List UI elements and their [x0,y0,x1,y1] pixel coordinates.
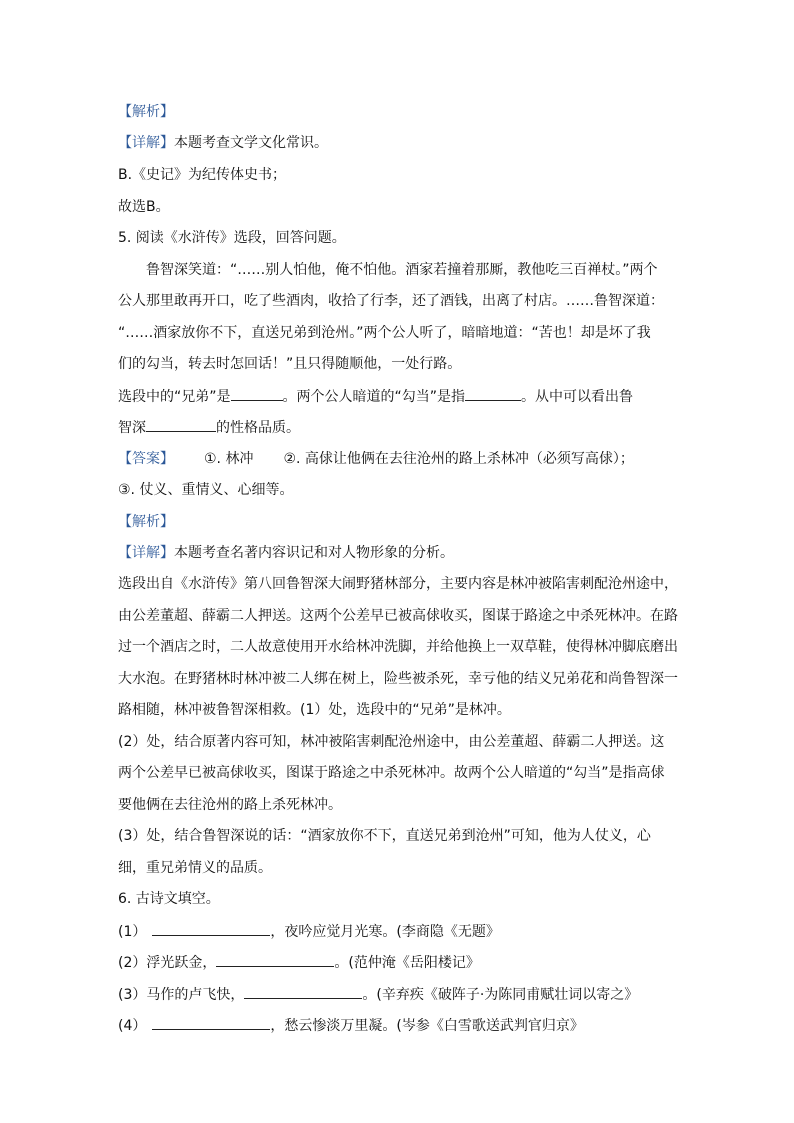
fill-blank-3[interactable] [244,984,362,999]
item-text-a: (3）马作的卢飞快， [118,987,245,1003]
explanation-line-9: (3）处，结合鲁智深说的话：“酒家放你不下，直送兄弟到沧州”可知，他为人仗义，心 [118,828,651,844]
item-text: ，夜吟应觉月光寒。(李商隐《无题》 [270,924,500,940]
option-b-text: B.《史记》为纪传体史书； [118,167,287,183]
choice-conclusion: 故选B。 [118,199,170,215]
detail-text: 本题考查文学文化常识。 [174,135,328,151]
item-text-b: 。(范仲淹《岳阳楼记》 [334,955,480,971]
prompt-part-a: 选段中的“兄弟”是 [118,389,231,405]
detail-line [118,133,328,153]
answer-blank-2[interactable] [465,386,521,401]
passage-line-1: 鲁智深笑道：“……别人怕他，俺不怕他。酒家若撞着那厮，教他吃三百禅杖。”两个 [146,262,658,278]
fill-blank-2[interactable] [216,952,334,967]
item-number: (4） [118,1018,147,1034]
explanation-line-10: 细，重兄弟情义的品质。 [118,860,272,876]
explanation-line-5: 路相随，林冲被鲁智深相救。(1）处，选段中的“兄弟”是林冲。 [118,702,511,718]
explanation-line-6: (2）处，结合原著内容可知，林冲被陷害刺配沧州途中，由公差董超、薛霸二人押送。这 [118,734,665,750]
analysis-heading: 【解析】 [118,514,174,530]
prompt-part-b: 。两个公人暗道的“勾当”是指 [282,389,466,405]
detail-label: 【详解】 [118,135,174,151]
item-number: (1） [118,924,147,940]
passage-line-4: 们的勾当，转去时怎回话！”且只得随顺他，一处行路。 [118,356,462,372]
explanation-line-1: 选段出自《水浒传》第八回鲁智深大闹野猪林部分，主要内容是林冲被陷害刺配沧州途中， [118,576,678,592]
item-text-a: (2）浮光跃金， [118,955,217,971]
detail-line [118,543,454,563]
detail-text: 本题考查名著内容识记和对人物形象的分析。 [174,545,454,561]
fill-blank-1[interactable] [152,921,270,936]
question-5-title: 5. 阅读《水浒传》选段，回答问题。 [118,230,346,246]
poem-item-4 [118,1015,584,1036]
item-text: ，愁云惨淡万里凝。(岑参《白雪歌送武判官归京》 [270,1018,584,1034]
answer-blank-1[interactable] [231,386,283,401]
answer-1: ①. 林冲 [204,451,254,467]
prompt-part-e: 的性格品质。 [216,420,300,436]
answer-blank-3[interactable] [146,417,216,432]
prompt-part-c: 。从中可以看出鲁 [521,389,634,405]
poem-item-3 [118,984,638,1005]
detail-label: 【详解】 [118,545,174,561]
explanation-line-8: 要他俩在去往沧州的路上杀死林冲。 [118,797,342,813]
question-5-prompt-line-1 [118,386,633,407]
passage-line-3: “……酒家放你不下，直送兄弟到沧州。”两个公人听了，暗暗地道：“苦也！却是坏了我 [118,325,651,341]
explanation-line-4: 大水泡。在野猪林时林冲被二人绑在树上，险些被杀死，幸亏他的结义兄弟花和尚鲁智深一 [118,671,678,687]
poem-item-2 [118,952,480,973]
explanation-line-3: 过一个酒店之时，二人故意使用开水给林冲洗脚，并给他换上一双草鞋，使得林冲脚底磨出 [118,639,678,655]
explanation-line-7: 两个公差早已被高俅收买，图谋于路途之中杀死林冲。故两个公人暗道的“勾当”是指高俅 [118,765,665,781]
prompt-part-d: 智深 [118,420,146,436]
answer-line [118,449,634,469]
answer-2: ②. 高俅让他俩在去往沧州的路上杀林冲（必须写高俅）； [283,451,634,467]
analysis-heading: 【解析】 [118,104,174,120]
question-5-prompt-line-2 [118,417,300,438]
explanation-line-2: 由公差董超、薛霸二人押送。这两个公差早已被高俅收买，图谋于路途之中杀死林冲。在路 [118,608,678,624]
fill-blank-4[interactable] [152,1015,270,1030]
passage-line-2: 公人那里敢再开口，吃了些酒肉，收拾了行李，还了酒钱，出离了村店。……鲁智深道： [118,293,664,309]
answer-label: 【答案】 [118,451,174,467]
question-6-title: 6. 古诗文填空。 [118,891,220,907]
answer-3: ③. 仗义、重情义、心细等。 [118,482,294,498]
poem-item-1 [118,921,500,942]
item-text-b: 。(辛弃疾《破阵子·为陈同甫赋壮词以寄之》 [362,987,639,1003]
